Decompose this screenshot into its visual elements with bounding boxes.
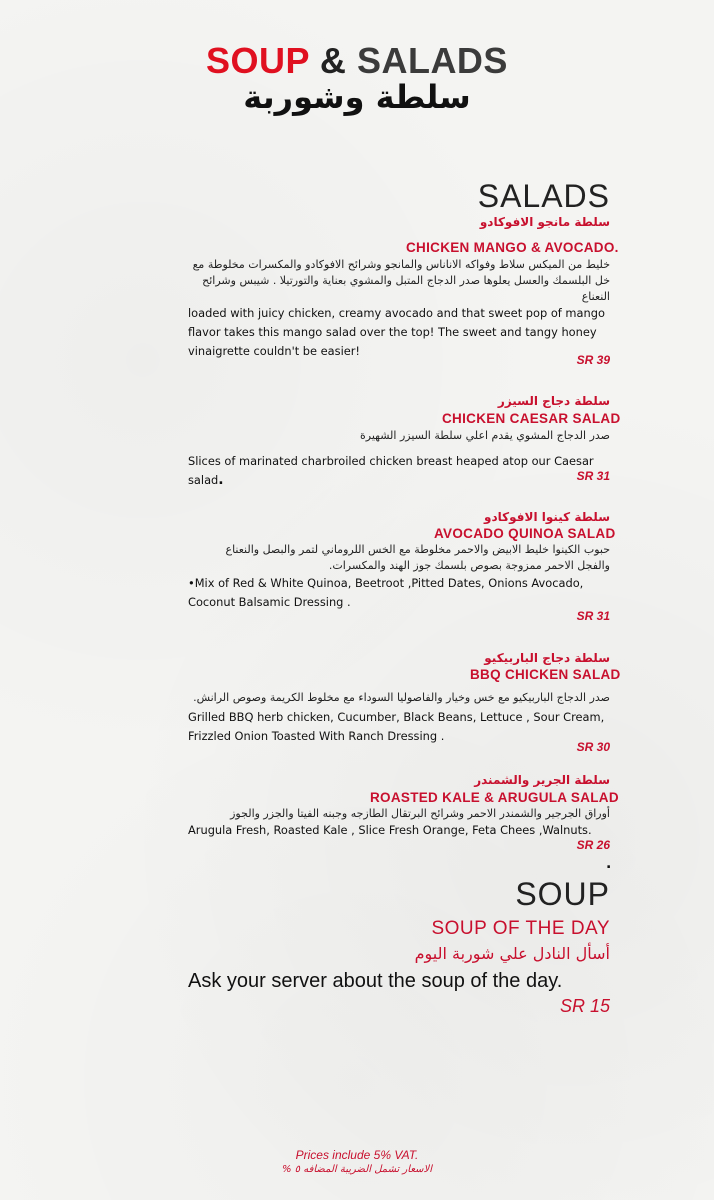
separator-dot: . xyxy=(218,472,224,488)
soup-heading: SOUP xyxy=(515,876,610,912)
soup-description: Ask your server about the soup of the day. xyxy=(188,970,563,992)
item-description: •Mix of Red & White Quinoa, Beetroot ,Pitted Dates, Onions Avocado, Coconut Balsamic Dressing . xyxy=(188,576,584,609)
item-name: ROASTED KALE & ARUGULA SALAD xyxy=(370,790,619,805)
item-name-arabic: سلطة الجرير والشمندر xyxy=(474,773,610,787)
vat-note: Prices include 5% VAT. xyxy=(295,1148,419,1162)
item-description: Grilled BBQ herb chicken, Cucumber, Black Beans, Lettuce , Sour Cream, Frizzled Onion Toasted With Ranch Dressing . xyxy=(188,710,605,743)
item-price: SR 39 xyxy=(576,353,610,367)
page-title xyxy=(0,40,714,82)
item-price: SR 31 xyxy=(576,469,610,483)
item-name-arabic: سلطة كينوا الافوكادو xyxy=(484,510,610,524)
item-description-arabic: صدر الدجاج الباربيكيو مع خس وخيار والفاصوليا السوداء مع مخلوط الكريمة وصوص الرانش. xyxy=(193,691,610,704)
item-description-arabic: صدر الدجاج المشوي يقدم اعلي سلطة السيزر الشهيرة xyxy=(360,429,610,442)
item-name: CHICKEN CAESAR SALAD xyxy=(442,411,621,426)
item-name-arabic: سلطة مانجو الافوكادو xyxy=(479,215,610,229)
item-name: AVOCADO QUINOA SALAD xyxy=(434,526,616,541)
salads-heading: SALADS xyxy=(477,178,610,214)
item-description: loaded with juicy chicken, creamy avocado and that sweet pop of mango flavor takes this mango salad over the top! The sweet and tangy honey vinaigrette couldn't be easier! xyxy=(188,306,605,358)
item-price: SR 31 xyxy=(576,609,610,623)
vat-note-arabic: الاسعار تشمل الضريبة المضافه ٥ % xyxy=(281,1164,433,1175)
item-description-arabic: خليط من الميكس سلاط وفواكه الاناناس والمانجو وشرائح الافوكادو والمكسرات مخلوطة مع خل البلسمك والعسل يعلوها صدر الدجاج المتبل والمشوي بعناية والتورتيلا . شيبس وشرائح النعناع xyxy=(192,258,610,303)
soup-name: SOUP OF THE DAY xyxy=(431,918,610,939)
item-name-arabic: سلطة دجاج السيزر xyxy=(497,394,610,408)
title-soup: SOUP xyxy=(206,40,310,81)
soup-name-arabic: أسأل النادل علي شوربة اليوم xyxy=(414,944,610,963)
item-name: BBQ CHICKEN SALAD xyxy=(470,667,621,682)
item-description-text: Slices of marinated charbroiled chicken breast heaped atop our Caesar salad xyxy=(188,454,594,487)
title-salads: SALADS xyxy=(356,40,508,81)
separator-dot: . xyxy=(606,856,612,872)
item-price: SR 26 xyxy=(576,838,610,852)
item-description: Arugula Fresh, Roasted Kale , Slice Fresh Orange, Feta Chees ,Walnuts. xyxy=(188,823,592,837)
soup-price: SR 15 xyxy=(559,996,610,1016)
item-description xyxy=(188,452,628,490)
item-description-arabic: حبوب الكينوا خليط الابيض والاحمر مخلوطة مع الخس اللروماني لتمر والبصل والنعناع والفجل الاحمر ممزوجة بصوص بلسمك جوز الهند والمكسرات. xyxy=(225,543,610,572)
item-name: CHICKEN MANGO & AVOCADO. xyxy=(406,240,619,255)
item-price: SR 30 xyxy=(576,740,610,754)
title-ampersand: & xyxy=(319,40,347,81)
item-name-arabic: سلطة دجاج الباربيكيو xyxy=(484,651,610,665)
page-title-arabic: سلطة وشوربة xyxy=(243,78,471,116)
item-description-arabic: أوراق الجرجير والشمندر الاحمر وشرائح البرتقال الطازجه وجبنه الفيتا والجزر والجوز xyxy=(230,807,610,820)
